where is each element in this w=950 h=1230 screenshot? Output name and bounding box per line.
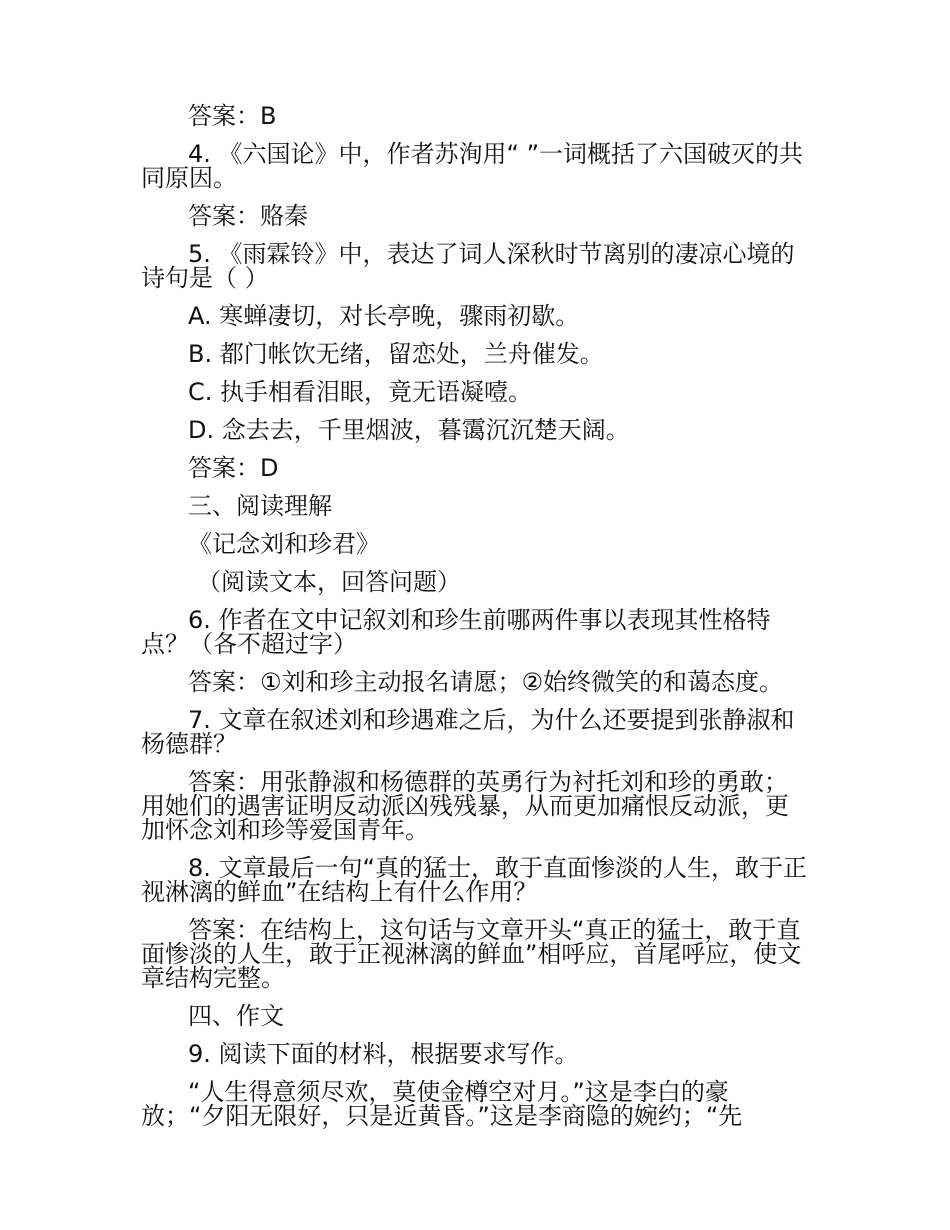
section-heading-essay: 四、作文 bbox=[188, 1002, 284, 1030]
question-5: 5. 《雨霖铃》中，表达了词人深秋时节离别的凄凉心境的诗句是（ ） bbox=[141, 240, 795, 292]
option-d: D. 念去去，千里烟波，暮霭沉沉楚天阔。 bbox=[188, 416, 630, 444]
question-6: 6. 作者在文中记叙刘和珍生前哪两件事以表现其性格特点？（各不超过字） bbox=[141, 606, 771, 658]
question-9: 9. 阅读下面的材料，根据要求写作。 bbox=[188, 1040, 579, 1068]
answer-7: 答案：用张静淑和杨德群的英勇行为衬托刘和珍的勇敢；用她们的遇害证明反动派凶残残暴，从而更加痛恨反动派，更加怀念刘和珍等爱国青年。 bbox=[141, 768, 789, 844]
question-4: 4. 《六国论》中，作者苏洵用“ ”一词概括了六国破灭的共同原因。 bbox=[141, 140, 804, 192]
question-8: 8. 文章最后一句“真的猛士，敢于直面惨淡的人生，敢于正视淋漓的鲜血”在结构上有什么作用？ bbox=[141, 854, 807, 906]
reading-instruction: （阅读文本，回答问题） bbox=[197, 568, 461, 596]
option-a: A. 寒蝉凄切，对长亭晚，骤雨初歇。 bbox=[188, 302, 580, 330]
option-c: C. 执手相看泪眼，竟无语凝噎。 bbox=[188, 378, 533, 406]
answer-6: 答案：①刘和珍主动报名请愿；②始终微笑的和蔼态度。 bbox=[188, 668, 784, 696]
essay-material: “人生得意须尽欢，莫使金樽空对月。”这是李白的豪放；“夕阳无限好，只是近黄昏。”这是李商隐的婉约；“先 bbox=[141, 1078, 743, 1130]
answer-4: 答案：赂秦 bbox=[188, 202, 308, 230]
document-body bbox=[141, 104, 811, 1142]
section-heading-reading: 三、阅读理解 bbox=[188, 492, 332, 520]
answer-8: 答案：在结构上，这句话与文章开头“真正的猛士，敢于直面惨淡的人生，敢于正视淋漓的鲜血”相呼应，首尾呼应，使文章结构完整。 bbox=[141, 916, 802, 992]
option-b: B. 都门帐饮无绪，留恋处，兰舟催发。 bbox=[188, 340, 604, 368]
reading-title: 《记念刘和珍君》 bbox=[188, 530, 380, 558]
answer-5: 答案：D bbox=[188, 454, 279, 482]
question-7: 7. 文章在叙述刘和珍遇难之后，为什么还要提到张静淑和杨德群？ bbox=[141, 706, 795, 758]
answer-3: 答案：B bbox=[188, 102, 277, 130]
